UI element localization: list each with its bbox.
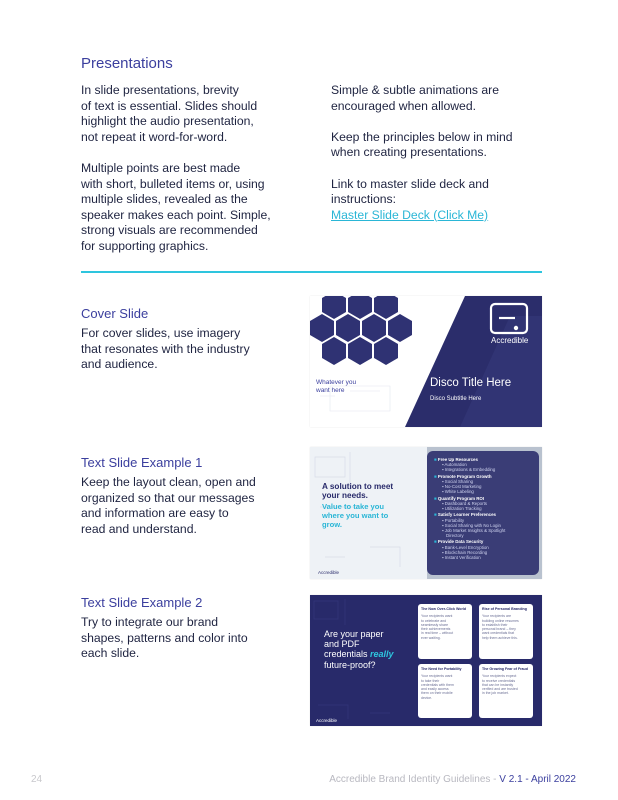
text-line: in the job market. xyxy=(482,691,509,696)
group-item: Dashboard & Reports xyxy=(444,500,488,506)
group-title: Free Up Resources xyxy=(437,457,478,462)
group-title: Satisfy Learner Preferences xyxy=(437,512,496,518)
section-title: Text Slide Example 1 xyxy=(81,455,203,470)
slide2-heading xyxy=(322,482,422,501)
text-line: of text is essential. Slides should xyxy=(81,98,258,113)
group-item: Integrations & Embedding xyxy=(444,467,496,473)
feature-group: ■ Satisfy Learner Preferences ▪ Portability ▪ Social Sharing with No Login ▪ Job Market Insights & Spotlight Directory xyxy=(434,512,506,538)
text-line: not repeat it word-for-word. xyxy=(81,129,228,144)
page-number: 24 xyxy=(31,774,43,785)
text-line: credentials with them xyxy=(421,682,454,687)
text-line: want credentials that xyxy=(482,631,515,636)
text-line: device. xyxy=(421,695,433,700)
document-footer xyxy=(329,774,576,785)
section-title: Cover Slide xyxy=(81,306,149,321)
text-line: building online resumes xyxy=(482,618,519,623)
card-title: The Now Over-Click World xyxy=(421,607,467,611)
group-item: Portability xyxy=(444,517,465,523)
text-line: that can be instantly xyxy=(482,682,514,687)
text-line: credentials xyxy=(324,649,371,660)
hexagon-pattern xyxy=(310,296,412,365)
text-line: personal brand – they xyxy=(482,627,516,632)
group-item: No-Cost Marketing xyxy=(444,483,482,489)
text-line: their achievements xyxy=(421,627,451,632)
section-title: Text Slide Example 2 xyxy=(81,595,203,610)
text-line: read and understand. xyxy=(81,521,197,536)
group-title: Promote Program Growth xyxy=(437,473,492,479)
card-title: The Need for Portability xyxy=(421,667,462,671)
info-card xyxy=(479,604,533,659)
group-title: Quantify Program ROI xyxy=(437,495,484,501)
text-line: verified and are trusted xyxy=(482,687,518,692)
text-line: Try to integrate our brand xyxy=(81,615,219,629)
text-line: in real time – without xyxy=(421,631,454,636)
cover-slide-thumbnail xyxy=(310,296,542,427)
text-slide-1-thumbnail xyxy=(310,447,542,579)
text-line: when creating presentations. xyxy=(331,145,487,160)
text-line: to establish their xyxy=(482,622,508,627)
text-line: them on their mobile xyxy=(421,691,453,696)
feature-list xyxy=(434,457,536,560)
text-line: A solution to meet xyxy=(322,482,394,491)
text-slide-2-section xyxy=(81,595,291,662)
slide2-footer: Accredible xyxy=(318,570,340,575)
text-line: shapes, patterns and color into xyxy=(81,630,248,645)
text-line: where you want to xyxy=(322,510,389,520)
text-line: want here xyxy=(316,387,345,394)
info-card xyxy=(418,664,472,718)
cover-slide-graphics xyxy=(310,296,542,427)
text-line: and information are easy to xyxy=(81,506,229,521)
card-title: The Growing Fear of Fraud xyxy=(482,667,528,671)
text-line: with short, bulleted items or, using xyxy=(81,176,265,191)
text-line: grow. xyxy=(322,519,342,529)
text-line: Your recipients expect xyxy=(482,674,517,679)
feature-group: ■ Free Up Resources ▪ Automation ▪ Integrations & Embedding xyxy=(434,457,496,473)
card-title: Rise of Personal Branding xyxy=(482,607,527,611)
text-line: For cover slides, use imagery xyxy=(81,326,241,340)
text-line: Your recipients are xyxy=(482,614,512,619)
card-body xyxy=(421,674,469,700)
text-line: and audience. xyxy=(81,357,158,372)
slide1-logo-text: Accredible xyxy=(491,336,529,345)
group-item: Blockchain Recording xyxy=(444,549,488,555)
text-line: to take their xyxy=(421,678,440,683)
slide1-tagline xyxy=(316,379,356,395)
group-title: Provide Data Security xyxy=(437,539,484,545)
text-line: Whatever you xyxy=(316,379,357,386)
right-paragraph-1 xyxy=(331,83,551,114)
document-version: V 2.1 - April 2022 xyxy=(499,774,576,785)
text-line: Are your paper xyxy=(324,629,384,639)
slide3-footer: Accredible xyxy=(316,718,338,723)
text-line: Simple & subtle animations are xyxy=(331,83,500,97)
group-item: Bank-Level Encryption xyxy=(444,544,489,550)
text-line: seamlessly share xyxy=(421,622,449,627)
section-divider xyxy=(81,271,542,273)
section-body xyxy=(81,475,291,537)
feature-group: ■ Quantify Program ROI ▪ Dashboard & Reports ▪ Utilization Tracking xyxy=(434,495,488,511)
slide3-heading xyxy=(324,629,414,670)
info-card xyxy=(418,604,472,659)
feature-group: ■ Promote Program Growth ▪ Social Sharing ▪ No-Cost Marketing ▪ White Labeling xyxy=(434,473,492,495)
text-line: to celebrate and xyxy=(421,618,447,623)
text-line: ever waiting. xyxy=(421,635,441,640)
info-card xyxy=(479,664,533,718)
master-slide-deck-link[interactable]: Master Slide Deck (Click Me) xyxy=(331,207,489,222)
card-body xyxy=(421,614,469,640)
group-item: White Labeling xyxy=(444,489,474,495)
text-line: your needs. xyxy=(322,491,368,501)
cover-slide-section xyxy=(81,306,291,373)
group-item: Automation xyxy=(444,462,467,468)
text-line: multiple slides, revealed as the xyxy=(81,192,248,207)
text-line: organized so that our messages xyxy=(81,490,255,505)
text-line: each slide. xyxy=(81,646,140,661)
slide1-subtitle: Disco Subtitle Here xyxy=(430,396,482,402)
card-body xyxy=(482,614,530,640)
text-line: and PDF xyxy=(324,639,360,650)
page-title: Presentations xyxy=(81,55,173,72)
card-body xyxy=(482,674,530,695)
text-line: Keep the principles below in mind xyxy=(331,129,513,144)
document-name: Accredible Brand Identity Guidelines - xyxy=(329,774,500,785)
text-line: for supporting graphics. xyxy=(81,238,209,253)
text-line: In slide presentations, brevity xyxy=(81,83,239,97)
text-slide-1-section xyxy=(81,455,291,537)
presentations-left-column xyxy=(81,83,311,255)
feature-group: ■ Provide Data Security ▪ Bank-Level Encryption ▪ Blockchain Recording ▪ Instant Verification xyxy=(434,539,489,560)
text-line: Keep the layout clean, open and xyxy=(81,475,256,489)
text-line: Your recipients want xyxy=(421,674,453,679)
text-line: instructions: xyxy=(331,192,397,207)
slide1-title: Disco Title Here xyxy=(430,377,512,389)
slide2-subheading xyxy=(322,503,422,529)
text-line: future-proof? xyxy=(324,659,376,670)
text-line: speaker makes each point. Simple, xyxy=(81,207,271,222)
right-paragraph-3 xyxy=(331,177,551,224)
section-body xyxy=(81,326,291,373)
text-line: help them achieve this. xyxy=(482,635,518,640)
group-item: Directory xyxy=(446,532,464,538)
text-line: to receive credentials xyxy=(482,678,516,683)
text-line: that resonates with the industry xyxy=(81,341,250,356)
left-paragraph-2 xyxy=(81,161,311,255)
group-item: Instant Verification xyxy=(444,554,481,560)
text-line: and easily access xyxy=(421,687,449,692)
left-paragraph-1 xyxy=(81,83,311,145)
presentations-right-column xyxy=(331,83,551,223)
text-line: encouraged when allowed. xyxy=(331,98,477,113)
group-item: Job Market Insights & Spotlight xyxy=(444,527,506,533)
group-item: Social Sharing with No Login xyxy=(444,522,501,528)
right-paragraph-2 xyxy=(331,130,551,161)
text-line: Your recipients want xyxy=(421,614,453,619)
section-body xyxy=(81,615,291,662)
group-item: Utilization Tracking xyxy=(444,505,482,511)
emphasis-word: really xyxy=(370,649,394,660)
text-line: Value to take you xyxy=(322,502,385,511)
text-slide-2-thumbnail xyxy=(310,595,542,726)
group-item: Social Sharing xyxy=(444,478,474,484)
text-line: strong visuals are recommended xyxy=(81,223,258,238)
text-line: Multiple points are best made xyxy=(81,160,241,175)
text-line: highlight the audio presentation, xyxy=(81,114,254,129)
text-line: Link to master slide deck and xyxy=(331,176,489,191)
